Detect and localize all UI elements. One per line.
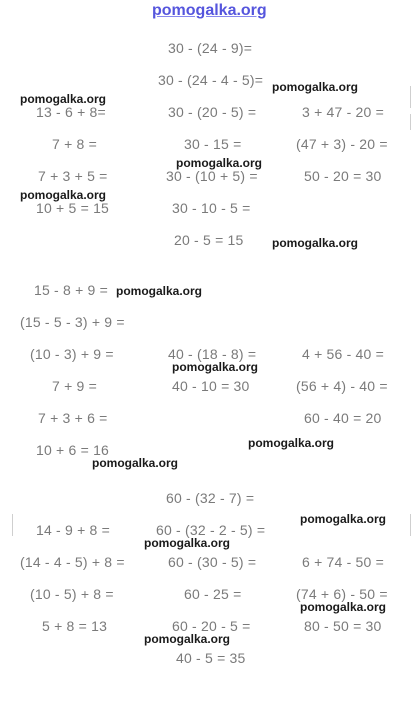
expression: 10 + 5 = 15 [36,200,110,216]
watermark: pomogalka.org [300,600,387,614]
watermark: pomogalka.org [144,536,231,550]
expression: 30 - (10 + 5) = [166,168,258,184]
expression: (10 - 5) + 8 = [30,586,114,602]
edge-mark [410,86,411,108]
expression: 7 + 3 + 5 = [38,168,108,184]
expression: (56 + 4) - 40 = [296,378,388,394]
expression: 5 + 8 = 13 [42,618,108,634]
expression: 30 - (24 - 4 - 5)= [158,72,264,88]
edge-mark [410,114,411,130]
expression: 10 + 6 = 16 [36,442,110,458]
expression: 4 + 56 - 40 = [302,346,384,362]
expression: (15 - 5 - 3) + 9 = [20,314,125,330]
expression: 7 + 8 = [52,136,97,152]
expression: (14 - 4 - 5) + 8 = [20,554,125,570]
watermark: pomogalka.org [248,436,335,450]
watermark: pomogalka.org [272,236,359,250]
expression: 60 - (32 - 7) = [166,490,255,506]
expression: 40 - (18 - 8) = [168,346,257,362]
expression: 60 - (30 - 5) = [168,554,257,570]
expression: 60 - (32 - 2 - 5) = [156,522,266,538]
edge-mark [12,514,13,536]
watermark: pomogalka.org [116,284,203,298]
expression: 60 - 20 - 5 = [172,618,251,634]
watermark: pomogalka.org [92,456,179,470]
watermark: pomogalka.org [300,512,387,526]
expression: (10 - 3) + 9 = [30,346,114,362]
watermark: pomogalka.org [272,80,359,94]
expression: 13 - 6 + 8= [36,104,106,120]
watermark: pomogalka.org [20,188,107,202]
expression: 40 - 10 = 30 [172,378,250,394]
expression: (47 + 3) - 20 = [296,136,388,152]
watermark: pomogalka.org [144,632,231,646]
expression: 40 - 5 = 35 [176,650,246,666]
expression: 14 - 9 + 8 = [36,522,111,538]
expression: 3 + 47 - 20 = [302,104,384,120]
expression: 20 - 5 = 15 [174,232,244,248]
expression: 15 - 8 + 9 = [34,282,109,298]
expression: 7 + 3 + 6 = [38,410,108,426]
expression: 7 + 9 = [52,378,97,394]
expression: 30 - (20 - 5) = [168,104,257,120]
expression: 80 - 50 = 30 [304,618,382,634]
watermark: pomogalka.org [172,360,259,374]
watermark: pomogalka.org [176,156,263,170]
expression: 30 - 10 - 5 = [172,200,251,216]
expression: 6 + 74 - 50 = [302,554,384,570]
expression: (74 + 6) - 50 = [296,586,388,602]
expression: 50 - 20 = 30 [304,168,382,184]
expression: 60 - 40 = 20 [304,410,382,426]
edge-mark [410,514,411,536]
expression: 30 - 15 = [184,136,242,152]
expression: 30 - (24 - 9)= [168,40,253,56]
expression: 60 - 25 = [184,586,242,602]
watermark: pomogalka.org [20,92,107,106]
site-logo: pomogalka.org [152,2,267,19]
